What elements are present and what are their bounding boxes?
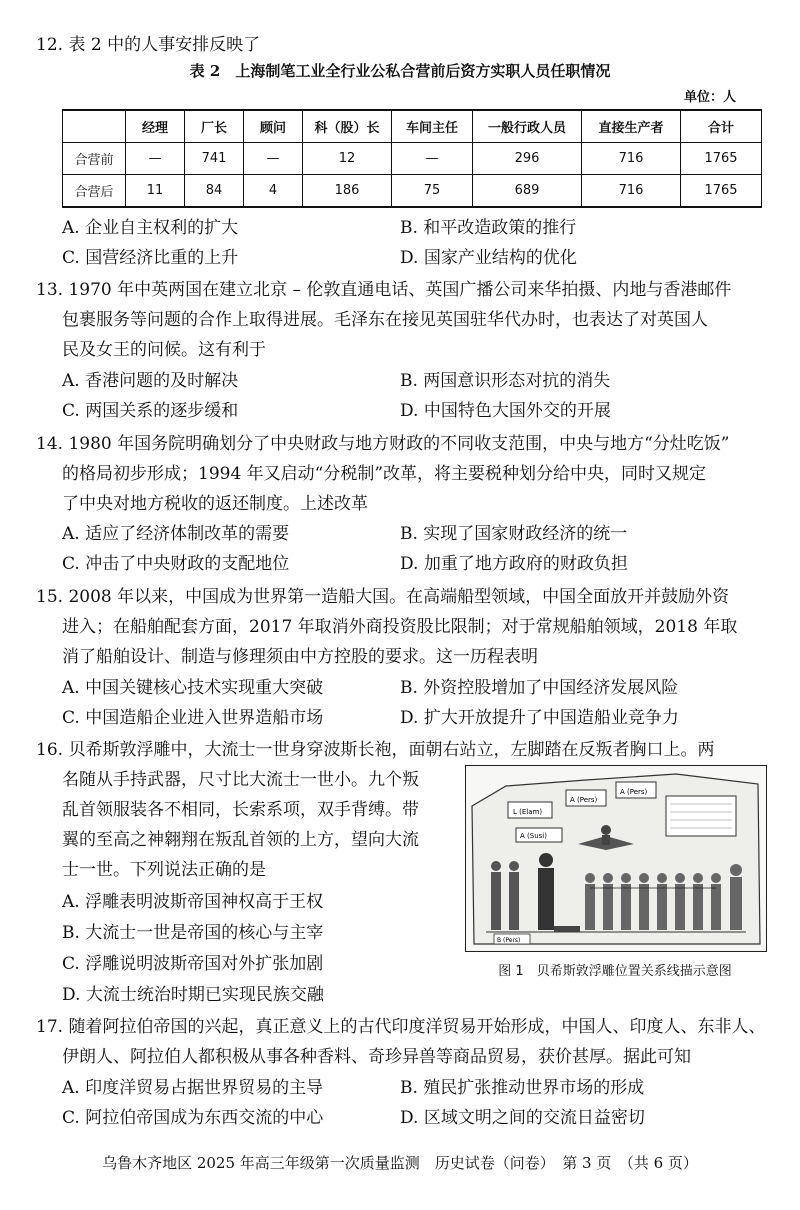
q13-stem-line: 包裹服务等问题的合作上取得进展。毛泽东在接见英国驻华代办时，也表达了对英国人 — [62, 310, 708, 330]
table-header-cell: 科（股）长 — [303, 110, 392, 143]
figure-label: L (Elam) — [513, 808, 543, 816]
table-cell: 75 — [392, 175, 473, 208]
q12-stem: 12. 表 2 中的人事安排反映了 — [36, 35, 261, 55]
q14-stem-line: 14. 1980 年国务院明确划分了中央财政与地方财政的不同收支范围，中央与地方“分灶吃饭” — [36, 434, 730, 454]
q15-stem-line: 消了船舶设计、制造与修理须由中方控股的要求。这一历程表明 — [62, 647, 538, 667]
table-cell: 1765 — [681, 175, 762, 208]
q13-stem-line: 13. 1970 年中英两国在建立北京 – 伦敦直通电话、英国广播公司来华拍摄、内地与香港邮件 — [36, 280, 732, 300]
fallen-rebel — [554, 926, 580, 932]
q16-stem-line: 士一世。下列说法正确的是 — [62, 860, 266, 880]
table-row — [63, 175, 762, 208]
q12-option-a: A. 企业自主权利的扩大 — [62, 218, 239, 238]
q15-option-c: C. 中国造船企业进入世界造船市场 — [62, 708, 324, 728]
q17-stem-line: 伊朗人、阿拉伯人都积极从事各种香料、奇珍异兽等商品贸易，获价甚厚。据此可知 — [62, 1047, 691, 1067]
q17-option-b: B. 殖民扩张推动世界市场的形成 — [400, 1078, 645, 1098]
table-unit: 单位：人 — [683, 90, 736, 105]
table-cell: 296 — [473, 143, 582, 175]
q12-option-b: B. 和平改造政策的推行 — [400, 218, 577, 238]
table-cell: 4 — [244, 175, 303, 208]
q13-option-d: D. 中国特色大国外交的开展 — [400, 401, 611, 421]
table-cell: 741 — [185, 143, 244, 175]
q16-stem-line: 乱首领服装各不相同，长索系项，双手背缚。带 — [62, 800, 419, 820]
figure-caption: 图 1 贝希斯敦浮雕位置关系线描示意图 — [498, 964, 732, 979]
figure-label: A (Pers) — [620, 788, 648, 796]
table-header-cell: 直接生产者 — [582, 110, 681, 143]
q14-option-a: A. 适应了经济体制改革的需要 — [62, 524, 290, 544]
q17-option-d: D. 区域文明之间的交流日益密切 — [400, 1108, 645, 1128]
table-cell: 1765 — [681, 143, 762, 175]
q14-option-d: D. 加重了地方政府的财政负担 — [400, 554, 628, 574]
rebel-leaders-row — [585, 864, 742, 930]
behistun-relief-figure — [465, 765, 767, 952]
table-cell: 689 — [473, 175, 582, 208]
q13-option-c: C. 两国关系的逐步缓和 — [62, 401, 239, 421]
q17-option-c: C. 阿拉伯帝国成为东西交流的中心 — [62, 1108, 324, 1128]
table-cell: — — [126, 143, 185, 175]
staffing-table — [62, 109, 762, 208]
q16-option-c: C. 浮雕说明波斯帝国对外扩张加剧 — [62, 954, 324, 974]
table-cell: — — [244, 143, 303, 175]
q17-stem-line: 17. 随着阿拉伯帝国的兴起，真正意义上的古代印度洋贸易开始形成，中国人、印度人、东非人、 — [36, 1017, 766, 1037]
figure-label: A (Pers) — [570, 796, 598, 804]
q15-stem-line: 15. 2008 年以来，中国成为世界第一造船大国。在高端船型领域，中国全面放开并鼓励外资 — [36, 587, 730, 607]
table-header-cell — [63, 110, 126, 143]
page-footer: 乌鲁木齐地区 2025 年高三年级第一次质量监测 历史试卷（问卷） 第 3 页 （共 6 页） — [102, 1154, 698, 1172]
q15-stem-line: 进入；在船舶配套方面，2017 年取消外商投资股比限制；对于常规船舶领域，2018 年取 — [62, 617, 738, 637]
table-cell: 716 — [582, 143, 681, 175]
table-cell: — — [392, 143, 473, 175]
q16-stem-line: 翼的至高之神翱翔在叛乱首领的上方，望向大流 — [62, 830, 419, 850]
table-header-cell: 合计 — [681, 110, 762, 143]
q12-option-c: C. 国营经济比重的上升 — [62, 248, 239, 268]
q15-option-a: A. 中国关键核心技术实现重大突破 — [62, 678, 324, 698]
table-cell: 186 — [303, 175, 392, 208]
figure-label: B (Pers) — [497, 937, 521, 944]
table-header-cell: 顾问 — [244, 110, 303, 143]
q16-stem-line: 16. 贝希斯敦浮雕中，大流士一世身穿波斯长袍，面朝右站立，左脚踏在反叛者胸口上。两 — [36, 740, 715, 760]
q14-option-b: B. 实现了国家财政经济的统一 — [400, 524, 628, 544]
q12-option-d: D. 国家产业结构的优化 — [400, 248, 577, 268]
q14-option-c: C. 冲击了中央财政的支配地位 — [62, 554, 290, 574]
table-header-cell: 经理 — [126, 110, 185, 143]
table-caption: 表 2 上海制笔工业全行业公私合营前后资方实职人员任职情况 — [189, 62, 611, 80]
q16-option-b: B. 大流士一世是帝国的核心与主宰 — [62, 923, 324, 943]
table-header-cell: 一般行政人员 — [473, 110, 582, 143]
table-cell: 716 — [582, 175, 681, 208]
q13-stem-line: 民及女王的问候。这有利于 — [62, 340, 266, 360]
table-cell: 12 — [303, 143, 392, 175]
q15-option-d: D. 扩大开放提升了中国造船业竞争力 — [400, 708, 679, 728]
table-header-row — [63, 110, 762, 143]
table-header-cell: 厂长 — [185, 110, 244, 143]
q13-option-a: A. 香港问题的及时解决 — [62, 371, 239, 391]
table-cell: 合营前 — [63, 143, 126, 175]
q14-stem-line: 了中央对地方税收的返还制度。上述改革 — [62, 494, 368, 514]
q13-option-b: B. 两国意识形态对抗的消失 — [400, 371, 611, 391]
q17-option-a: A. 印度洋贸易占据世界贸易的主导 — [62, 1078, 324, 1098]
table-header-cell: 车间主任 — [392, 110, 473, 143]
q16-option-d: D. 大流士统治时期已实现民族交融 — [62, 985, 324, 1005]
relief-line-drawing — [466, 766, 766, 951]
q16-option-a: A. 浮雕表明波斯帝国神权高于王权 — [62, 892, 324, 912]
table-cell: 合营后 — [63, 175, 126, 208]
table-cell: 84 — [185, 175, 244, 208]
q16-stem-line: 名随从手持武器，尺寸比大流士一世小。九个叛 — [62, 770, 419, 790]
figure-label: A (Susi) — [520, 832, 547, 840]
table-cell: 11 — [126, 175, 185, 208]
q15-option-b: B. 外资控股增加了中国经济发展风险 — [400, 678, 679, 698]
q14-stem-line: 的格局初步形成；1994 年又启动“分税制”改革，将主要税种划分给中央，同时又规定 — [62, 464, 707, 484]
table-row — [63, 143, 762, 175]
